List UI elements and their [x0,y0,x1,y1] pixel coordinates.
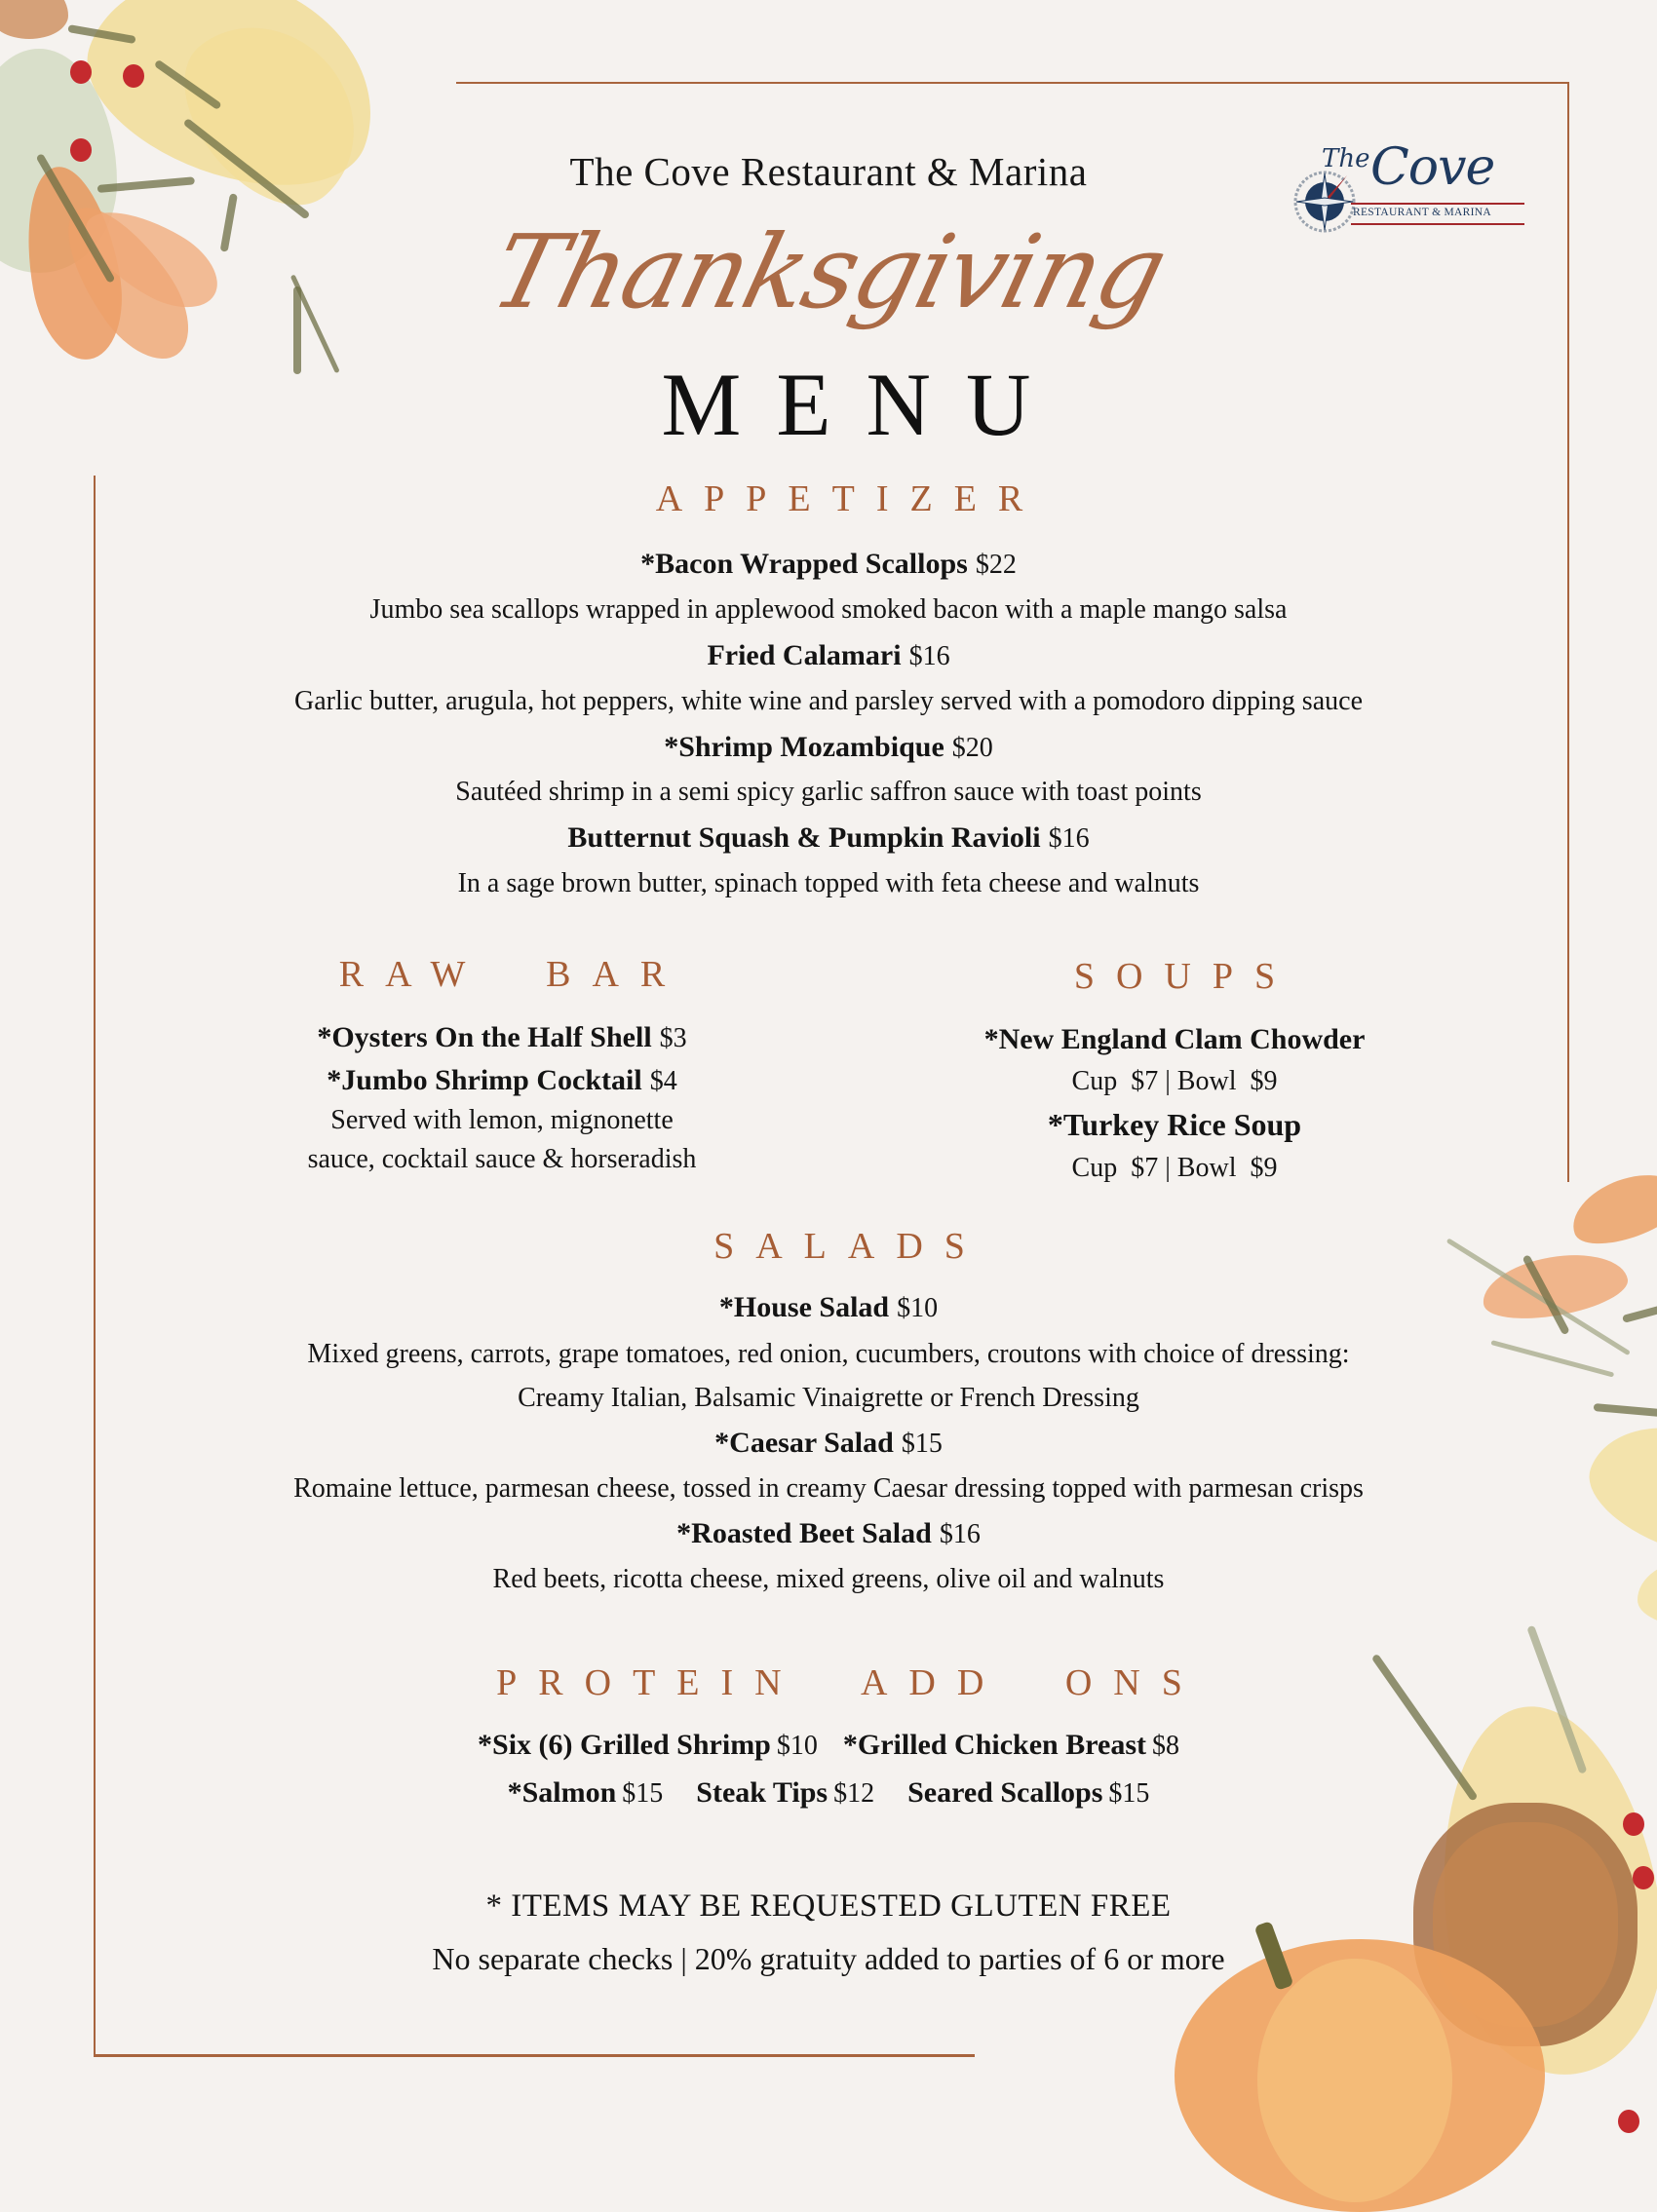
menu-title: MENU [661,355,1066,454]
add-on-item [696,1776,875,1809]
item-name: *Caesar Salad [714,1427,894,1459]
item-price: $16 [1048,823,1090,854]
item-price: $16 [939,1519,981,1549]
item-name: *House Salad [718,1291,890,1323]
soups-section [936,955,1413,1184]
menu-item [0,731,1657,764]
item-description: In a sage brown butter, spinach topped with feta cheese and walnuts [457,868,1200,898]
menu-item [0,1427,1657,1460]
item-name: *Turkey Rice Soup [1047,1107,1302,1142]
logo-the: The [1322,144,1370,173]
add-on-item [507,1776,664,1809]
item-description: sauce, cocktail sauce & horseradish [307,1144,697,1174]
item-price: $10 [776,1731,818,1761]
section-heading-raw-bar: RAW BAR [338,954,687,995]
section-heading-soups: SOUPS [1073,956,1297,997]
item-description: Served with lemon, mignonette [330,1105,674,1135]
menu-item [234,1064,770,1097]
logo-rule-top [1351,203,1524,205]
gratuity-policy: No separate checks | 20% gratuity added to parties of 6 or more [432,1941,1225,1976]
item-price: $16 [908,641,950,671]
logo [1292,138,1526,236]
item-name: *Six (6) Grilled Shrimp [478,1729,771,1761]
menu-item [0,639,1657,672]
item-description: Red beets, ricotta cheese, mixed greens, olive oil and walnuts [492,1564,1165,1594]
compass-rose-icon [1292,170,1357,234]
item-sizes: Cup $7 | Bowl $9 [1071,1153,1278,1183]
menu-item [936,1023,1413,1056]
raw-bar-section [234,953,770,1175]
logo-subtitle: RESTAURANT & MARINA [1353,207,1491,218]
menu-item [0,821,1657,855]
menu-item [0,1291,1657,1324]
menu-item [0,548,1657,581]
item-name: *Roasted Beet Salad [676,1517,932,1549]
item-description: Creamy Italian, Balsamic Vinaigrette or French Dressing [518,1383,1139,1413]
add-on-item [907,1776,1150,1809]
item-name: *Oysters On the Half Shell [317,1021,652,1053]
item-name: *Jumbo Shrimp Cocktail [327,1064,642,1096]
item-description: Jumbo sea scallops wrapped in applewood smoked bacon with a maple mango salsa [369,594,1288,625]
add-on-item [842,1729,1179,1761]
item-name: Fried Calamari [707,639,902,671]
item-description: Garlic butter, arugula, hot peppers, white wine and parsley served with a pomodoro dipping sauce [293,686,1363,716]
border-top [456,82,1569,84]
item-price: $15 [1108,1778,1150,1809]
item-price: $4 [649,1066,677,1096]
item-price: $3 [659,1023,687,1053]
add-on-item [478,1729,818,1761]
item-price: $10 [897,1293,939,1323]
gluten-free-note: * ITEMS MAY BE REQUESTED GLUTEN FREE [485,1888,1172,1924]
item-name: *New England Clam Chowder [983,1023,1366,1055]
item-price: $15 [901,1429,943,1459]
restaurant-name: The Cove Restaurant & Marina [569,149,1088,194]
section-heading-protein-add-ons: PROTEIN ADD ONS [496,1662,1204,1703]
item-sizes: Cup $7 | Bowl $9 [1071,1066,1278,1096]
item-description: Mixed greens, carrots, grape tomatoes, red onion, cucumbers, croutons with choice of dressing: [307,1339,1350,1369]
logo-rule-bottom [1351,223,1524,225]
item-name: Seared Scallops [907,1776,1103,1809]
item-name: *Bacon Wrapped Scallops [640,548,968,580]
item-description: Romaine lettuce, parmesan cheese, tossed in creamy Caesar dressing topped with parmesan crisps [293,1473,1364,1504]
border-bottom [94,2054,975,2057]
menu-item [0,1517,1657,1550]
item-price: $20 [951,733,993,763]
item-name: Butternut Squash & Pumpkin Ravioli [567,821,1041,854]
add-on-row [0,1729,1657,1762]
section-heading-appetizer: APPETIZER [655,478,1045,519]
item-price: $8 [1151,1731,1179,1761]
thanksgiving-script-title: Thanksgiving [481,212,1176,331]
item-name: *Grilled Chicken Breast [842,1729,1146,1761]
item-name: *Salmon [507,1776,617,1809]
menu-item [936,1107,1413,1143]
item-price: $22 [975,550,1017,580]
item-name: Steak Tips [696,1776,828,1809]
item-price: $12 [833,1778,875,1809]
item-name: *Shrimp Mozambique [664,731,944,763]
section-heading-salads: SALADS [713,1226,986,1267]
menu-item [234,1021,770,1054]
logo-cove: Cove [1370,138,1495,197]
add-on-row [0,1776,1657,1810]
item-description: Sautéed shrimp in a semi spicy garlic saffron sauce with toast points [455,777,1202,807]
item-price: $15 [622,1778,664,1809]
